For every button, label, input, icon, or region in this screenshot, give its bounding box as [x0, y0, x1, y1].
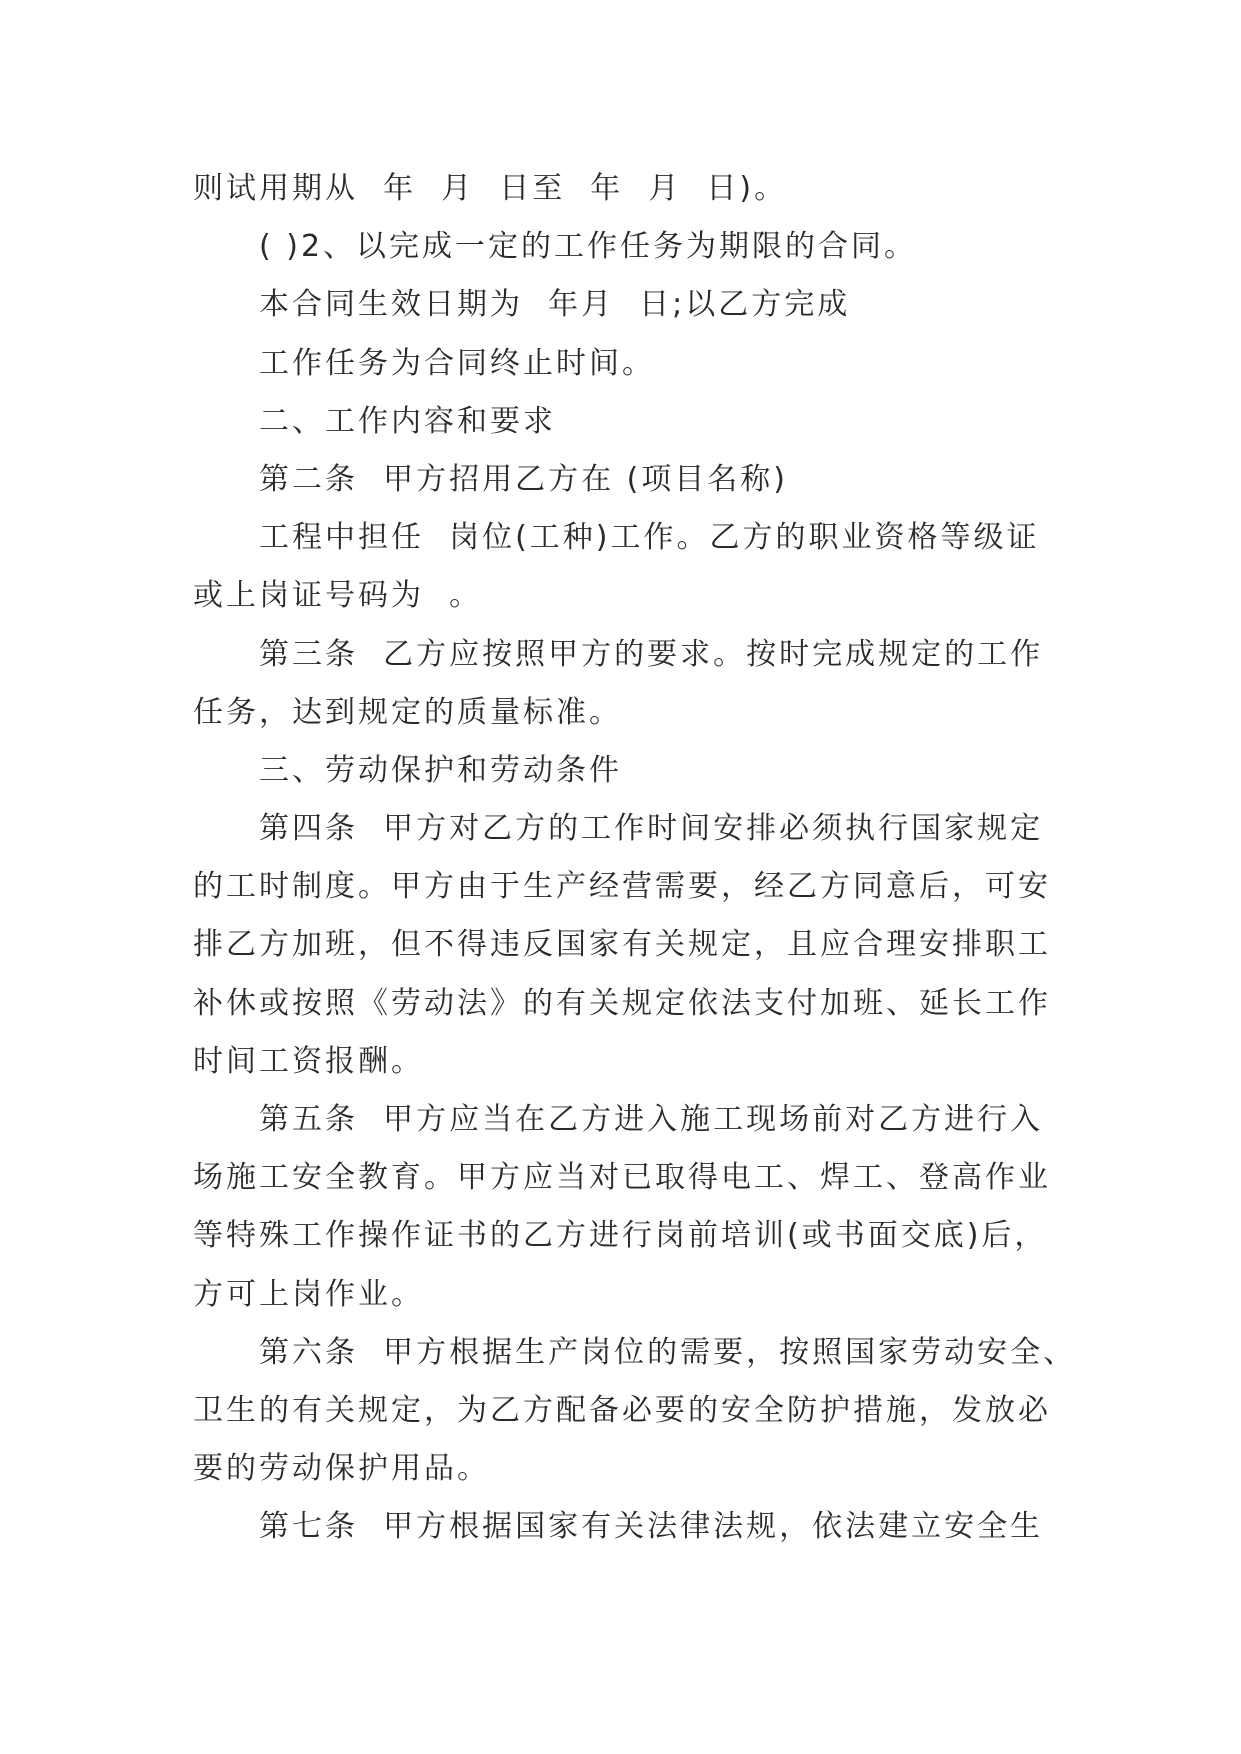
text-line: 要的劳动保护用品。	[193, 1451, 490, 1487]
text-line: 第五条 甲方应当在乙方进入施工现场前对乙方进行入	[259, 1102, 1044, 1137]
text-line: 第七条 甲方根据国家有关法律法规，依法建立安全生	[259, 1509, 1044, 1545]
text-line: 第六条 甲方根据生产岗位的需要，按照国家劳动安全、	[259, 1334, 1077, 1370]
text-line: 三、劳动保护和劳动条件	[259, 752, 622, 788]
text-line: 补休或按照《劳动法》的有关规定依法支付加班、延长工作	[193, 985, 1051, 1021]
text-line: 排乙方加班，但不得违反国家有关规定，且应合理安排职工	[193, 927, 1051, 963]
text-line: 第三条 乙方应按照甲方的要求。按时完成规定的工作	[259, 636, 1044, 672]
document-body	[193, 160, 1077, 1557]
text-line: 任务，达到规定的质量标准。	[193, 694, 622, 730]
text-line: 等特殊工作操作证书的乙方进行岗前培训(或书面交底)后，	[193, 1218, 1048, 1254]
text-line: 时间工资报酬。	[193, 1043, 424, 1079]
text-line: 第四条 甲方对乙方的工作时间安排必须执行国家规定	[259, 811, 1044, 847]
text-line: 工作任务为合同终止时间。	[259, 345, 655, 381]
text-line: 则试用期从 年 月 日至 年 月 日)。	[193, 171, 788, 206]
text-line: 卫生的有关规定，为乙方配备必要的安全防护措施，发放必	[193, 1392, 1051, 1428]
text-line: 方可上岗作业。	[193, 1276, 424, 1312]
text-line: 本合同生效日期为 年月 日;以乙方完成	[259, 287, 851, 323]
text-line: 二、工作内容和要求	[259, 403, 556, 439]
text-line: 第二条 甲方招用乙方在 (项目名称)	[259, 461, 789, 497]
text-line: ( )2、以完成一定的工作任务为期限的合同。	[259, 229, 918, 265]
text-line: 或上岗证号码为 。	[193, 578, 483, 614]
text-line: 场施工安全教育。甲方应当对已取得电工、焊工、登高作业	[193, 1160, 1051, 1196]
text-line: 工程中担任 岗位(工种)工作。乙方的职业资格等级证	[259, 520, 1040, 556]
text-line: 的工时制度。甲方由于生产经营需要，经乙方同意后，可安	[193, 869, 1051, 905]
